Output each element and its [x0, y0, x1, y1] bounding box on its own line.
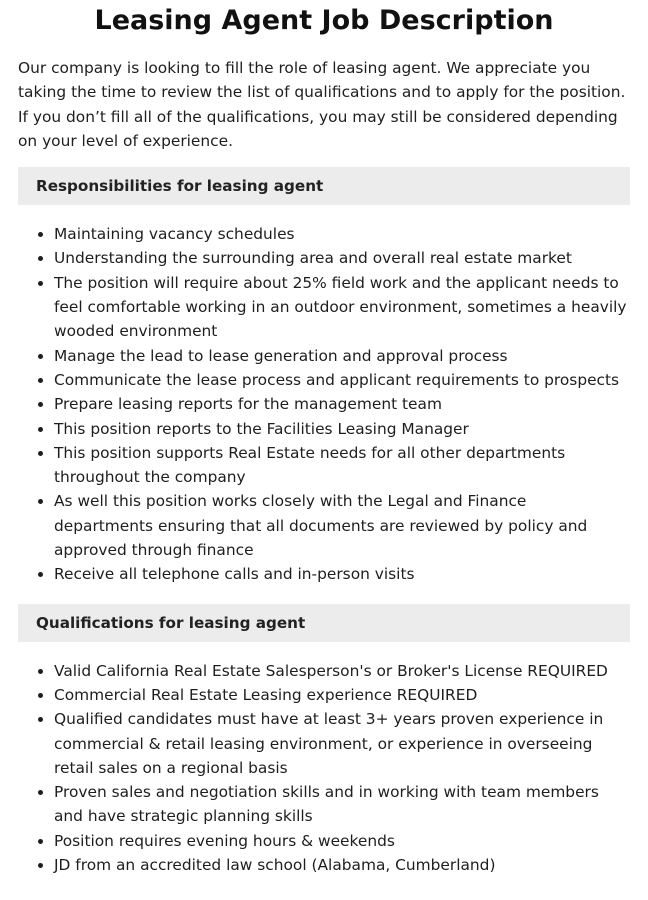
- list-item: JD from an accredited law school (Alabama, Cumberland): [36, 853, 630, 877]
- page-title: Leasing Agent Job Description: [94, 5, 554, 36]
- qualifications-list: [18, 659, 630, 878]
- list-item: Commercial Real Estate Leasing experience REQUIRED: [36, 683, 630, 707]
- list-item: Proven sales and negotiation skills and in working with team members and have strategic planning skills: [36, 780, 630, 829]
- list-item: Manage the lead to lease generation and approval process: [36, 344, 630, 368]
- responsibilities-heading: Responsibilities for leasing agent: [18, 167, 630, 205]
- list-item: Position requires evening hours & weekends: [36, 829, 630, 853]
- list-item: This position reports to the Facilities Leasing Manager: [36, 417, 630, 441]
- list-item: Communicate the lease process and applicant requirements to prospects: [36, 368, 630, 392]
- list-item: As well this position works closely with the Legal and Finance departments ensuring that all documents are reviewed by policy and approved through finance: [36, 489, 630, 562]
- intro-paragraph: Our company is looking to fill the role of leasing agent. We appreciate you taking the time to review the list of qualifications and to apply for the position. If you don’t fill all of the qualifications, you may still be considered depending on your level of experience.: [18, 59, 626, 150]
- list-item: Understanding the surrounding area and overall real estate market: [36, 246, 630, 270]
- list-item: Prepare leasing reports for the management team: [36, 392, 630, 416]
- list-item: Qualified candidates must have at least 3+ years proven experience in commercial & retail leasing environment, or experience in overseeing retail sales on a regional basis: [36, 707, 630, 780]
- list-item: The position will require about 25% field work and the applicant needs to feel comfortable working in an outdoor environment, sometimes a heavily wooded environment: [36, 271, 630, 344]
- list-item: Valid California Real Estate Salesperson's or Broker's License REQUIRED: [36, 659, 630, 683]
- responsibilities-list: [18, 222, 630, 586]
- list-item: This position supports Real Estate needs for all other departments throughout the company: [36, 441, 630, 490]
- list-item: Maintaining vacancy schedules: [36, 222, 630, 246]
- qualifications-heading: Qualifications for leasing agent: [18, 604, 630, 642]
- list-item: Receive all telephone calls and in-person visits: [36, 562, 630, 586]
